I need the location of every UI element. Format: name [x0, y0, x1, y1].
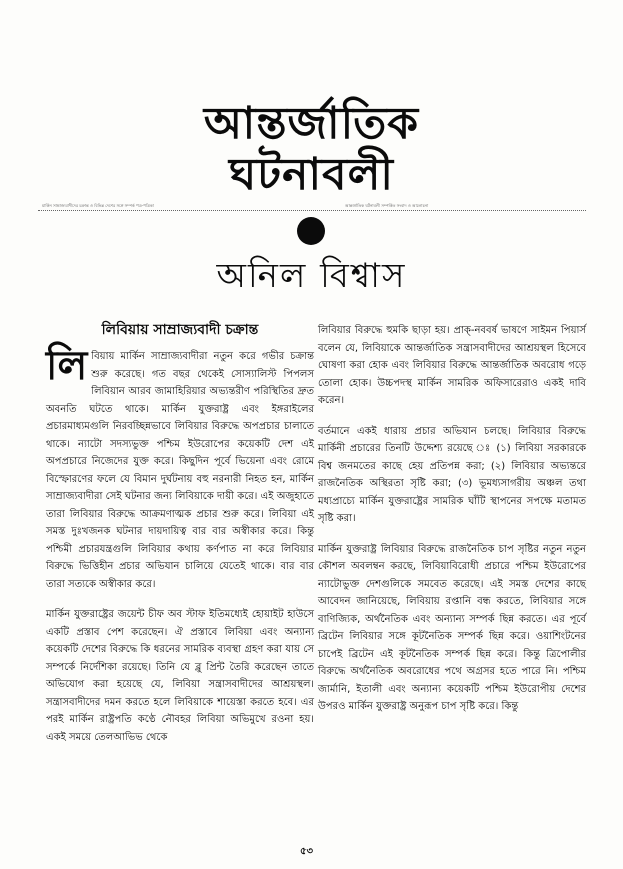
rule-caption-right: আন্তর্জাতিক ঘটনাবলী সম্পর্কিত সংবাদ ও আলোচনা [345, 203, 429, 208]
paragraph-text: বিয়ায় মার্কিন সাম্রাজ্যবাদীরা নতুন করে গভীর চক্রান্ত শুরু করেছে। গত বছর থেকেই সোস্যালিস্ট পিপলস লিবিয়ান আরব জামাহিরিয়ার অভ্যন্তরীণ পরিস্থিতির দ্রুত অবনতি ঘটতে থাকে। মার্কিন যুক্তরাষ্ট্র এবং ইঙ্গরাইলের প্রচারমাধ্যমগুলি নিরবচ্ছিন্নভাবে লিবিয়ার বিরুদ্ধে অপপ্রচার চালাতে থাকে। ন্যাটো সদস্যভুক্ত পশ্চিম ইউরোপের কয়েকটি দেশ এই অপপ্রচারে নিজেদের যুক্ত করে। কিছুদিন পূর্বে ভিয়েনা এবং রোমে বিস্ফোরণের ফলে যে বিমান দুর্ঘটনায় বহু নরনারী নিহত হন, মার্কিন সাম্রাজ্যবাদীরা সেই ঘটনার জন্য লিবিয়াকে দায়ী করে। এই অজুহাতে তারা লিবিয়ার বিরুদ্ধে আক্রমণাত্মক প্রচার শুরু করে। লিবিয়া এই সমস্ত দুঃখজনক ঘটনার দায়দায়িত্ব বার বার অস্বীকার করে। কিন্তু পশ্চিমী প্রচারযন্ত্রগুলি লিবিয়ার কথায় কর্ণপাত না করে লিবিয়ার বিরুদ্ধে ভিত্তিহীন প্রচার অভিযান চালিয়ে যেতেই থাকে। বার বার তারা সত্যকে অস্বীকার করে। [46, 351, 314, 590]
paragraph: বর্তমানে একই ধারায় প্রচার অভিযান চলছে। লিবিয়ার বিরুদ্ধে মার্কিনী প্রচারের তিনটি উদ্দেশ্য রয়েছে ঃ (১) লিবিয়া সরকারকে বিশ্ব জনমতের কাছে হেয় প্রতিপন্ন করা; (২) লিবিয়ার অভ্যন্তরে রাজনৈতিক অস্থিরতা সৃষ্টি করা; (৩) ভূমধ্যসাগরীয় অঞ্চল তথা মধ্যপ্রাচ্যে মার্কিন যুক্তরাষ্ট্রের সামরিক ঘাঁটি স্থাপনের সপক্ষে মতামত সৃষ্টি করা। [318, 425, 586, 524]
rule-caption-left: মার্কিন সাম্রাজ্যবাদীদের চক্রান্ত ও বিভিন্ন দেশের সঙ্গে সম্পর্ক পত্র-পত্রিকা [42, 203, 154, 208]
right-column [318, 322, 586, 729]
paragraph: মার্কিন যুক্তরাষ্ট্র লিবিয়ার বিরুদ্ধে রাজনৈতিক চাপ সৃষ্টির নতুন নতুন কৌশল অবলম্বন করছে, লিবিয়াবিরোধী প্রচারে পশ্চিম ইউরোপের ন্যাটোভুক্ত দেশগুলিকে সমবেত করেছে। এই সমস্ত দেশের কাছে আবেদন জানিয়েছে, লিবিয়ায় রপ্তানি বন্ধ করতে, লিবিয়ার সঙ্গে বাণিজ্যিক, অর্থনৈতিক এবং অন্যান্য সম্পর্ক ছিন্ন করতে। এর পূর্বে ব্রিটেন লিবিয়ার সঙ্গে কূটনৈতিক সম্পর্ক ছিন্ন করে। ওয়াশিংটনের চাপেই ব্রিটেন এই কূটনৈতিক সম্পর্ক ছিন্ন করে। কিন্তু ত্রিপোলীর বিরুদ্ধে অর্থনৈতিক অবরোধের পথে অগ্রসর হতে পারে নি। পশ্চিম জার্মানি, ইতালী এবং অন্যান্য কয়েকটি পশ্চিম ইউরোপীয় দেশের উপরও মার্কিন যুক্তরাষ্ট্র অনুরূপ চাপ সৃষ্টি করে। কিন্তু [318, 543, 586, 712]
author-name: অনিল বিশ্বাস [216, 256, 407, 296]
title-line-1: আন্তর্জাতিক [203, 98, 420, 149]
bullet-dot-icon [297, 217, 325, 245]
drop-cap: লি [46, 343, 88, 389]
title-line-2: ঘটনাবলী [228, 149, 395, 200]
left-column [46, 320, 314, 759]
page-number: ৫৩ [300, 846, 313, 857]
paragraph [46, 343, 314, 593]
header-rule [38, 210, 586, 211]
paragraph: লিবিয়ার বিরুদ্ধে হুমকি ছাড়া হয়। প্রাক্-নববর্ষ ভাষণে সাইমন পিয়ার্স বলেন যে, লিবিয়াকে আন্তর্জাতিক সন্ত্রাসবাদীদের আশ্রয়স্থল হিসেবে ঘোষণা করা হোক এবং লিবিয়ার বিরুদ্ধে আন্তর্জাতিক অবরোধ গড়ে তোলা হোক। উচ্চপদস্থ মার্কিন সামরিক অফিসারেরাও একই দাবি করেন। [318, 325, 586, 406]
paragraph: মার্কিন যুক্তরাষ্ট্রের জয়েন্ট চীফ অব স্টাফ ইতিমধ্যেই হোয়াইট হাউসে একটি প্রস্তাব পেশ করেছেন। ঐ প্রস্তাবে লিবিয়া এবং অন্যান্য কয়েকটি দেশের বিরুদ্ধে কি ধরনের সামরিক ব্যবস্থা গ্রহণ করা যায় সে সম্পর্কে নির্দেশিকা রয়েছে। তিনি যে ব্লু প্রিন্ট তৈরি করেছেন তাতে অভিযোগ করা হয়েছে যে, লিবিয়া সন্ত্রাসবাদীদের আশ্রয়স্থল। সন্ত্রাসবাদীদের দমন করতে হলে লিবিয়াকে শায়েস্তা করতে হবে। এর পরই মার্কিন রাষ্ট্রপতি কণ্ঠে নৌবহর লিবিয়া অভিমুখে রওনা হয়। একই সময়ে তেলআভিভ থেকে [46, 609, 314, 743]
article-heading: লিবিয়ায় সাম্রাজ্যবাদী চক্রান্ত [101, 322, 259, 338]
